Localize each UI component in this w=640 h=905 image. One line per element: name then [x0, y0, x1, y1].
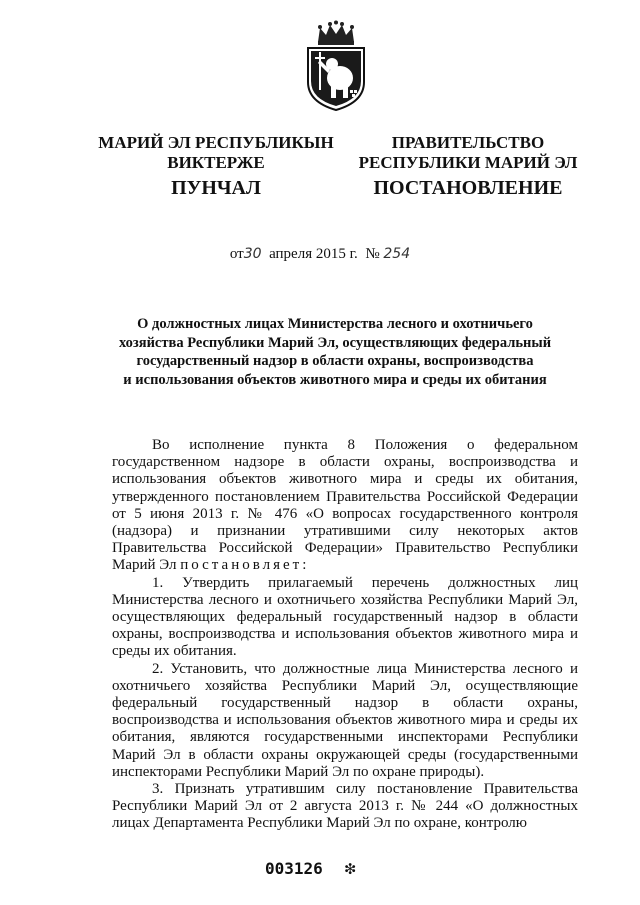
title-line: государственный надзор в области охраны, воспроизводства	[136, 353, 534, 369]
preamble-resolves: постановляет:	[180, 557, 310, 574]
document-body	[112, 437, 578, 833]
serial-number: 003126	[265, 859, 323, 878]
crown-icon	[318, 21, 354, 46]
asterisk-mark-icon: ❇	[344, 858, 356, 879]
document-title	[112, 315, 558, 389]
preamble-text: Во исполнение пункта 8 Положения о федеральном государственном надзоре в области охраны, воспроизводства и использования объектов животного мира и среды их обитания, утвержденного постановлением Правительства Российской Федерации от 5 июня 2013 г. № 476 «О вопросах государственного контроля (надзора) и признании утратившими силу некоторых актов Правительства Российской Федерации» Правительство Республики Марий Эл	[112, 437, 578, 574]
title-line: О должностных лицах Министерства лесного и охотничьего	[137, 316, 533, 332]
paragraph-preamble	[112, 437, 578, 575]
header-right-doc-type: ПОСТАНОВЛЕНИЕ	[373, 177, 563, 199]
title-line: хозяйства Республики Марий Эл, осуществляющих федеральный	[118, 334, 552, 351]
header-right-line2: РЕСПУБЛИКИ МАРИЙ ЭЛ	[358, 153, 578, 172]
document-number: 254	[383, 246, 411, 262]
paragraph-item-3: 3. Признать утратившим силу постановление Правительства Республики Марий Эл от 2 августа 2013 г. № 244 «О должностных лицах Департамента Республики Марий Эл по охране, контролю	[112, 781, 578, 832]
coat-of-arms-emblem	[298, 20, 374, 112]
header-left-line1: МАРИЙ ЭЛ РЕСПУБЛИКЫН	[98, 133, 334, 152]
paragraph-item-1: 1. Утвердить прилагаемый перечень должностных лиц Министерства лесного и охотничьего хозяйства Республики Марий Эл, осуществляющих федеральный государственный надзор в области охраны, воспроизводства и использования объектов животного мира и среды их обитания.	[112, 574, 578, 660]
header-left-doc-type: ПУНЧАЛ	[171, 177, 261, 199]
date-prefix: от	[229, 246, 244, 262]
header-right-line1: ПРАВИТЕЛЬСТВО	[391, 133, 545, 152]
header-left-line2: ВИКТЕРЖЕ	[167, 153, 265, 172]
number-prefix: №	[365, 246, 380, 262]
document-date-number	[0, 246, 640, 263]
paragraph-item-2: 2. Установить, что должностные лица Министерства лесного и охотничьего хозяйства Республики Марий Эл, осуществляющие федеральный государственный надзор в области охраны, воспроизводства и использования объектов животного мира и среды их обитания, являются государственными инспекторами Республики Марий Эл в области охраны окружающей среды (государственными инспекторами Республики Марий Эл по охране природы).	[112, 660, 578, 780]
title-line: и использования объектов животного мира и среды их обитания	[123, 371, 547, 388]
footer-serial	[265, 858, 356, 879]
date-month-year: апреля 2015 г.	[269, 246, 358, 262]
date-day: 30	[243, 246, 262, 262]
